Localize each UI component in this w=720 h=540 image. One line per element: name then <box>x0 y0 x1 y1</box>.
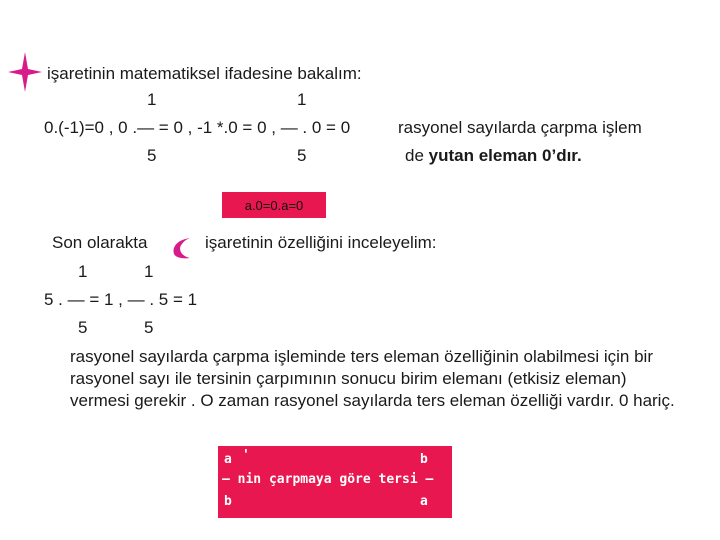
numerator-1: 1 <box>147 90 157 109</box>
note-line-2-bold: yutan eleman 0’dır. <box>428 146 582 165</box>
equation-inverse: 5 . — = 1 , — . 5 = 1 <box>44 290 198 309</box>
numerator-2: 1 <box>297 90 307 109</box>
section2-intro-prefix: Son olarakta <box>52 233 148 252</box>
inverse-box <box>218 446 452 518</box>
s2-denominator-2: 5 <box>144 318 154 337</box>
section1-intro: işaretinin matematiksel ifadesine bakalım: <box>47 64 362 83</box>
inverse-bottom-left: b <box>224 494 232 509</box>
note-line-1: rasyonel sayılarda çarpma işlem <box>398 118 642 137</box>
s2-numerator-1: 1 <box>78 262 88 281</box>
equation-zero: 0.(-1)=0 , 0 .— = 0 , -1 *.0 = 0 , — . 0 = 0 <box>44 118 351 137</box>
formula-box: a.0=0.a=0 <box>222 192 326 218</box>
inverse-top-right: b <box>420 452 428 467</box>
denominator-1: 5 <box>147 146 157 165</box>
inverse-top-left: a <box>224 452 232 467</box>
denominator-2: 5 <box>297 146 307 165</box>
four-point-star-icon <box>8 52 42 92</box>
explanation-paragraph: rasyonel sayılarda çarpma işleminde ters eleman özelliğinin olabilmesi için bir rasyonel sayı ile tersinin çarpımının sonucu birim elemanı (etkisiz eleman) vermesi gerekir . O zaman rasyonel sayılarda ters eleman özelliği vardır. 0 hariç. <box>70 347 675 410</box>
s2-denominator-1: 5 <box>78 318 88 337</box>
inverse-middle: — nin çarpmaya göre tersi — <box>222 472 434 487</box>
section2-intro-suffix: işaretinin özelliğini inceleyelim: <box>205 233 437 252</box>
crescent-icon <box>170 236 192 260</box>
inverse-top-mark: ' <box>242 448 250 463</box>
inverse-bottom-right: a <box>420 494 428 509</box>
s2-numerator-2: 1 <box>144 262 154 281</box>
note-line-2-prefix: de <box>405 146 429 165</box>
note-line-2 <box>405 146 582 166</box>
